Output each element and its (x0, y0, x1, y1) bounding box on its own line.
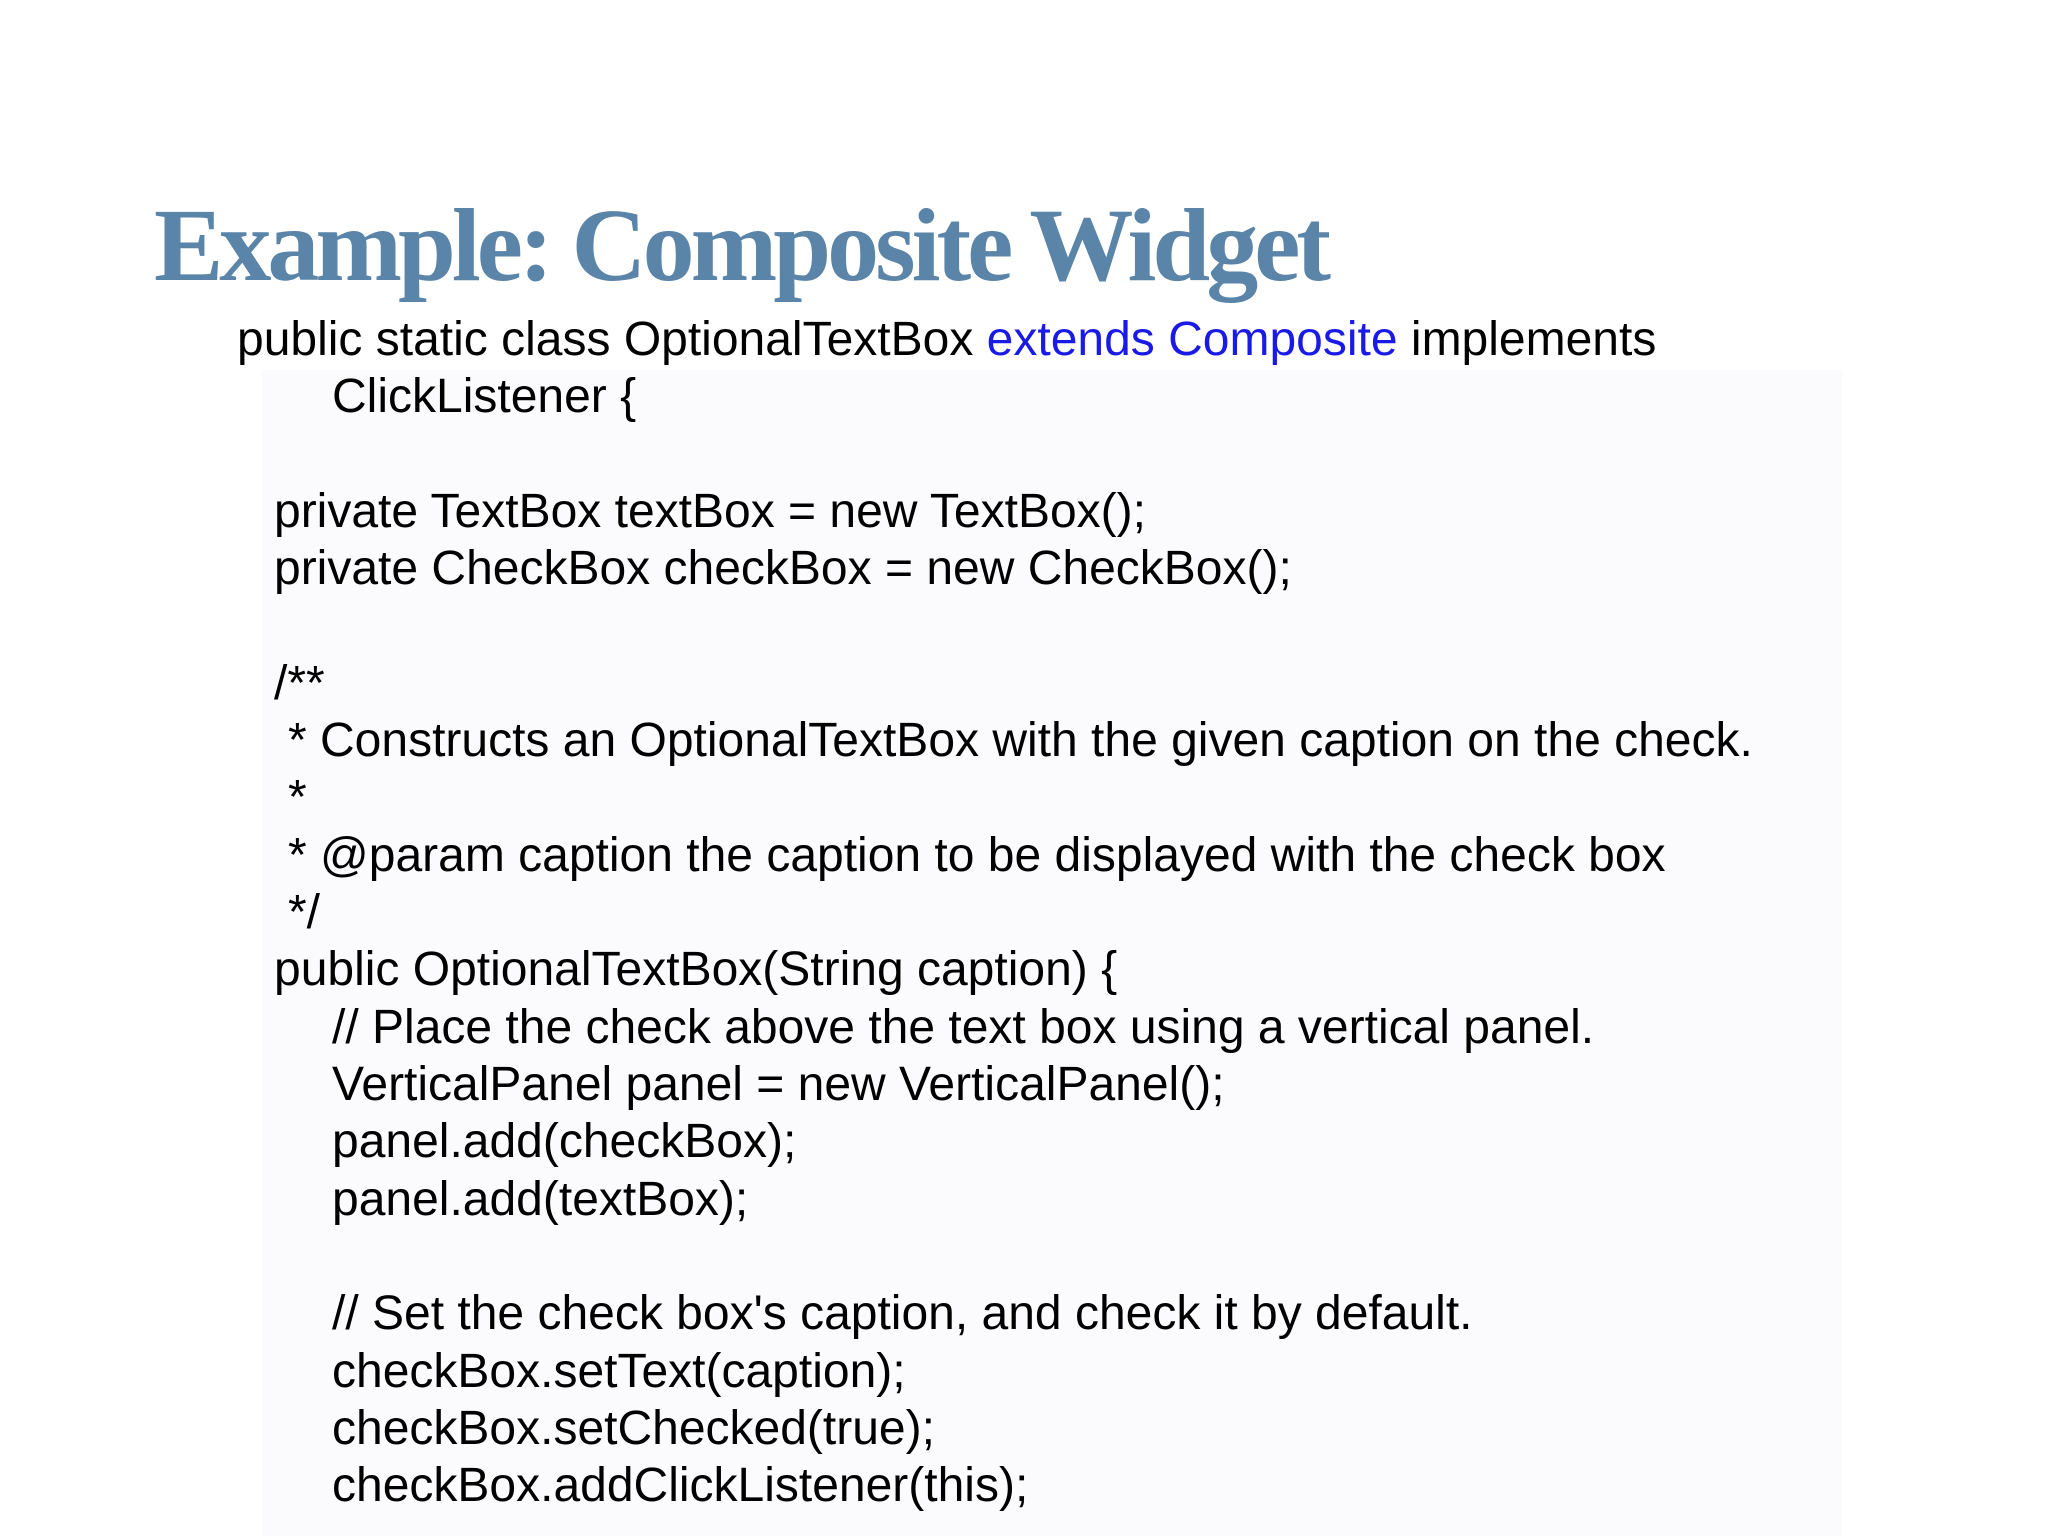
code-highlight: extends Composite (986, 313, 1398, 366)
code-line: // Place the check above the text box using a vertical panel. (332, 1001, 1595, 1054)
slide-title: Example: Composite Widget (154, 188, 1328, 303)
code-line: VerticalPanel panel = new VerticalPanel(); (332, 1058, 1225, 1111)
code-text: implements (1397, 313, 1657, 366)
code-line: private TextBox textBox = new TextBox(); (274, 485, 1146, 538)
code-line: // Set the check box's caption, and check it by default. (332, 1287, 1473, 1340)
code-line: checkBox.setChecked(true); (332, 1402, 935, 1455)
code-line (237, 311, 1656, 369)
code-line: * Constructs an OptionalTextBox with the given caption on the check. (288, 714, 1753, 767)
code-line: private CheckBox checkBox = new CheckBox(); (274, 542, 1292, 595)
code-line: * (288, 771, 307, 824)
code-line: panel.add(checkBox); (332, 1115, 797, 1168)
code-line: checkBox.setText(caption); (332, 1345, 906, 1398)
code-line: checkBox.addClickListener(this); (332, 1459, 1029, 1512)
code-line: public OptionalTextBox(String caption) { (274, 943, 1118, 996)
code-line: /** (274, 657, 325, 710)
code-text: public static class OptionalTextBox (237, 313, 987, 366)
code-line: ClickListener { (332, 370, 637, 423)
code-line: * @param caption the caption to be displayed with the check box (288, 829, 1666, 882)
code-line: panel.add(textBox); (332, 1173, 749, 1226)
code-line: */ (288, 886, 321, 939)
